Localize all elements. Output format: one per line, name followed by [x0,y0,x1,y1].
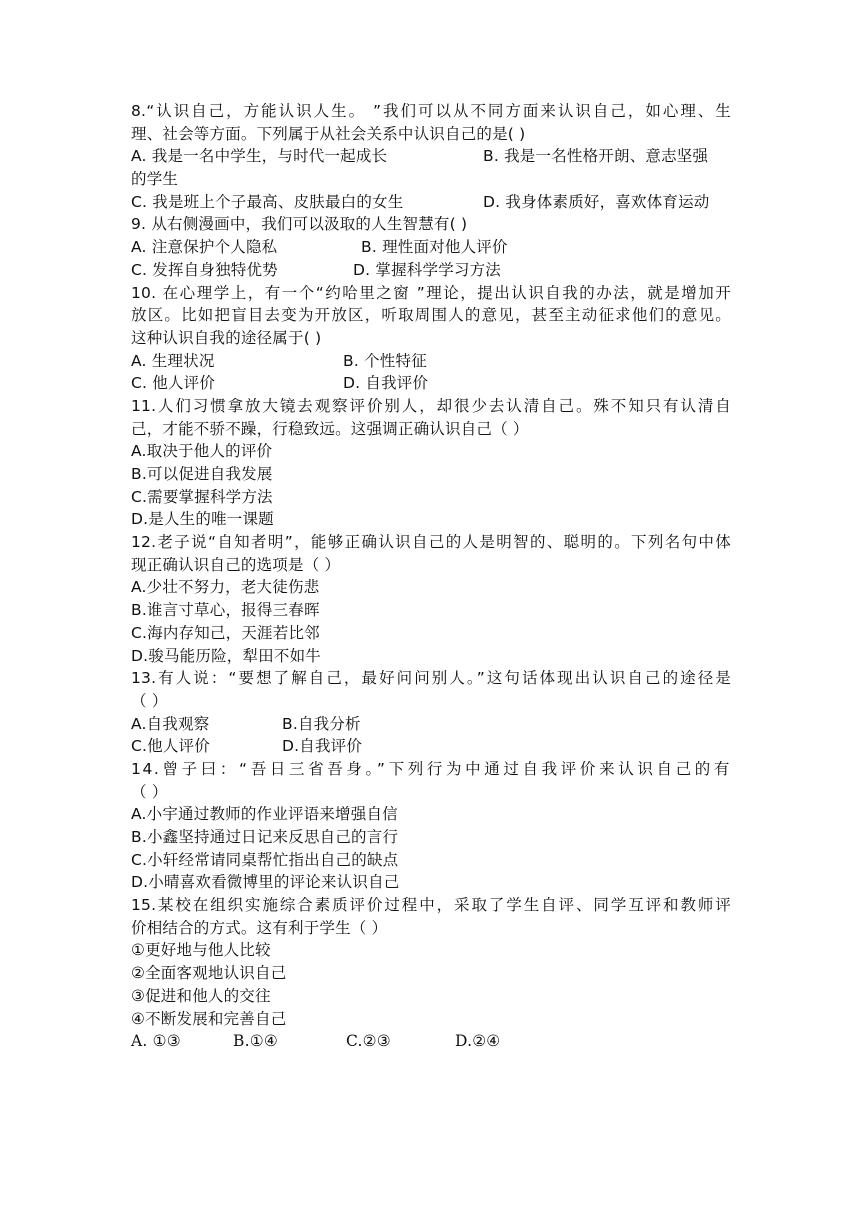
q10-option-c: C. 他人评价 [131,374,216,393]
q10-stem-line-3: 这种认识自我的途径属于( ) [131,328,322,347]
q13-stem-line-1: 13.有人说：“要想了解自己，最好问问别人。”这句话体现出认识自己的途径是 [131,669,731,688]
q8-options-row-2 [131,191,731,214]
q9-option-a: A. 注意保护个人隐私 [131,238,278,257]
q15-statement-4: ④不断发展和完善自己 [131,1009,287,1028]
q10-stem-line-2: 放区。比如把盲目去变为开放区，听取周围人的意见，甚至主动征求他们的意见。 [131,306,731,325]
q10-option-a: A. 生理状况 [131,351,215,370]
q15-option-b: B.①④ [233,1032,278,1051]
q15-stem-line-1: 15.某校在组织实施综合素质评价过程中，采取了学生自评、同学互评和教师评 [131,896,731,915]
q12-stem-line-2: 现正确认识自己的选项是（ ） [131,555,341,574]
q14-option-a: A.小宇通过教师的作业评语来增强自信 [131,805,398,824]
q15-option-d: D.②④ [455,1032,501,1051]
q13-option-d: D.自我评价 [282,737,363,756]
q10-option-b: B. 个性特征 [343,351,427,370]
q10-option-d: D. 自我评价 [343,374,429,393]
q9-option-d: D. 掌握科学学习方法 [353,260,501,279]
q15-stem-line-2: 价相结合的方式。这有利于学生（ ） [131,918,388,937]
q15-statement-2: ②全面客观地认识自己 [131,964,287,983]
q9-options-row-1 [131,236,731,259]
q8-options-row-1 [131,145,731,168]
q10-stem-line-1: 10. 在心理学上，有一个“约哈里之窗 ”理论，提出认识自我的办法，就是增加开 [131,283,731,302]
q13-stem-line-2: （ ） [131,691,168,710]
q8-option-d: D. 我身体素质好，喜欢体育运动 [483,192,710,211]
q8-stem-line-2: 理、社会等方面。下列属于从社会关系中认识自己的是( ) [131,124,526,143]
q9-option-c: C. 发挥自身独特优势 [131,260,278,279]
question-list [131,100,731,1053]
q11-stem-line-2: 己，才能不骄不躁，行稳致远。这强调正确认识自己（ ） [131,419,529,438]
q11-option-a: A.取决于他人的评价 [131,442,273,461]
q15-statement-3: ③促进和他人的交往 [131,986,271,1005]
q13-options-row-2 [131,735,731,758]
q15-option-a: A. ①③ [131,1032,181,1051]
q8-option-b: B. 我是一名性格开朗、意志坚强 [483,147,709,166]
q13-option-b: B.自我分析 [282,714,361,733]
q14-option-d: D.小晴喜欢看微博里的评论来认识自己 [131,873,400,892]
q9-option-b: B. 理性面对他人评价 [361,238,508,257]
q14-option-c: C.小轩经常请同桌帮忙指出自己的缺点 [131,850,399,869]
q14-stem-line-2: （ ） [131,782,168,801]
q12-option-c: C.海内存知己，天涯若比邻 [131,623,320,642]
q14-stem-line-1: 14.曾子曰：“吾日三省吾身。”下列行为中通过自我评价来认识自己的有 [131,759,731,778]
q15-option-c: C.②③ [346,1032,391,1051]
q9-options-row-2 [131,259,731,282]
q8-option-b-cont: 的学生 [131,170,179,189]
q8-option-c: C. 我是班上个子最高、皮肤最白的女生 [131,192,404,211]
q13-option-c: C.他人评价 [131,737,210,756]
q11-option-b: B.可以促进自我发展 [131,465,273,483]
q13-options-row-1 [131,713,731,736]
q12-option-b: B.谁言寸草心，报得三春晖 [131,601,320,620]
q13-option-a: A.自我观察 [131,714,210,733]
q15-options-row [131,1030,731,1053]
q15-statement-1: ①更好地与他人比较 [131,941,271,960]
q8-option-a: A. 我是一名中学生，与时代一起成长 [131,147,388,166]
q11-option-c: C.需要掌握科学方法 [131,487,273,506]
q12-stem-line-1: 12.老子说“自知者明”，能够正确认识自己的人是明智的、聪明的。下列名句中体 [131,533,731,552]
q12-option-a: A.少壮不努力，老大徒伤悲 [131,578,320,597]
q10-options-row-1 [131,350,731,373]
q14-option-b: B.小鑫坚持通过日记来反思自己的言行 [131,828,399,846]
q11-stem-line-1: 11.人们习惯拿放大镜去观察评价别人，却很少去认清自己。殊不知只有认清自 [131,396,731,415]
q9-stem: 9. 从右侧漫画中，我们可以汲取的人生智慧有( ) [131,215,468,234]
q12-option-d: D.骏马能历险，犁田不如牛 [131,646,321,665]
q10-options-row-2 [131,372,731,395]
q11-option-d: D.是人生的唯一课题 [131,510,274,529]
q8-stem-line-1: 8.“认识自己，方能认识人生。 ”我们可以从不同方面来认识自己，如心理、生 [131,102,731,120]
